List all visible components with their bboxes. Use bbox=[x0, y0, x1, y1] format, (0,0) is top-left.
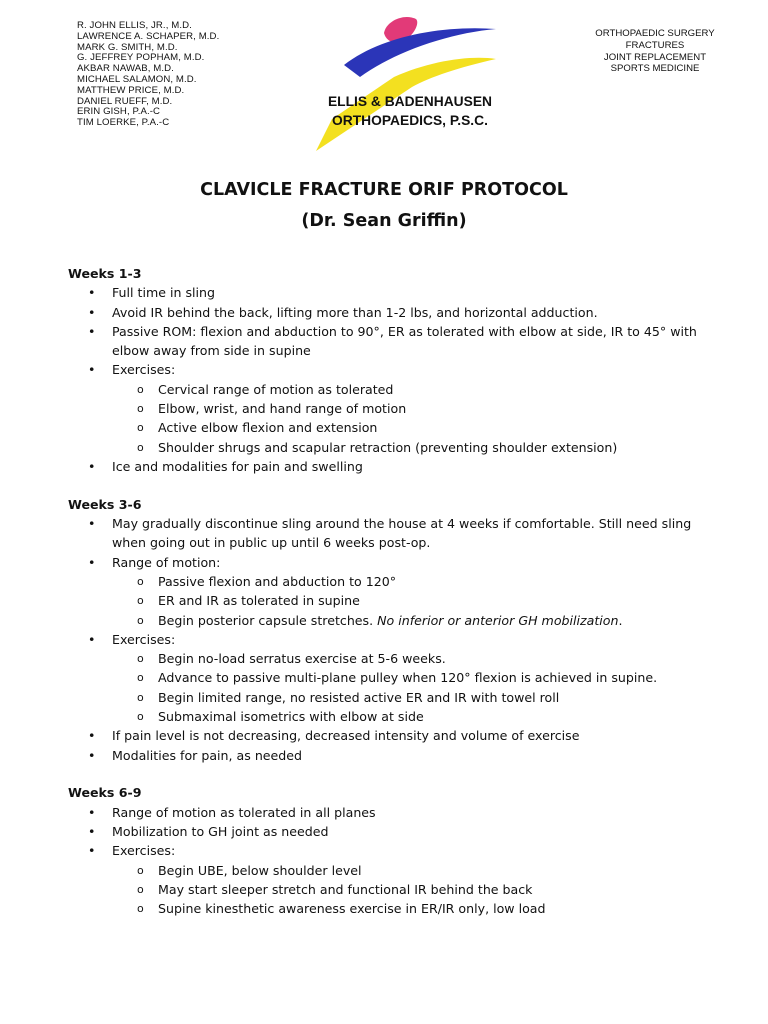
sub-item bbox=[68, 380, 728, 399]
sub-item bbox=[68, 438, 728, 457]
doctor-name: DANIEL RUEFF, M.D. bbox=[77, 95, 173, 107]
sub-item bbox=[68, 399, 728, 418]
bullet-item bbox=[68, 841, 728, 860]
bullet-item bbox=[68, 322, 728, 361]
sub-bullet-marker: o bbox=[137, 710, 144, 724]
sub-bullet-marker: o bbox=[137, 382, 144, 396]
sub-bullet-marker: o bbox=[137, 652, 144, 666]
practice-logo bbox=[300, 15, 500, 155]
bullet-item bbox=[68, 746, 728, 765]
sub-item bbox=[68, 611, 728, 630]
doctor-name: TIM LOERKE, P.A.-C bbox=[77, 117, 170, 129]
sub-bullet-marker: o bbox=[137, 574, 144, 588]
sub-item-text: Begin posterior capsule stretches. bbox=[158, 612, 378, 628]
bullet-marker: • bbox=[88, 804, 96, 820]
bullet-text: Mobilization to GH joint as needed bbox=[112, 824, 329, 840]
sub-item-italic-text: No inferior or anterior GH mobilization bbox=[377, 612, 619, 628]
sub-item bbox=[68, 707, 728, 726]
bullet-text: Avoid IR behind the back, lifting more than 1-2 lbs, and horizontal adduction. bbox=[112, 304, 598, 320]
protocol-content bbox=[68, 264, 728, 919]
bullet-marker: • bbox=[88, 631, 96, 647]
doctor-name: ERIN GISH, P.A.-C bbox=[77, 106, 161, 118]
sub-bullet-marker: o bbox=[137, 902, 144, 916]
sub-bullet-marker: o bbox=[137, 690, 144, 704]
bullet-item bbox=[68, 726, 728, 745]
bullet-item bbox=[68, 630, 728, 649]
bullet-marker: • bbox=[88, 516, 96, 532]
sub-item-text: Passive flexion and abduction to 120° bbox=[158, 573, 397, 589]
sub-item-text: Begin limited range, no resisted active ER and IR with towel roll bbox=[158, 689, 560, 705]
sub-item-text: Elbow, wrist, and hand range of motion bbox=[158, 401, 407, 417]
bullet-text: Exercises: bbox=[112, 843, 176, 859]
doctor-name: G. JEFFREY POPHAM, M.D. bbox=[77, 52, 205, 64]
sub-bullet-marker: o bbox=[137, 863, 144, 877]
sub-item bbox=[68, 688, 728, 707]
sub-bullet-marker: o bbox=[137, 882, 144, 896]
sub-item-text: ER and IR as tolerated in supine bbox=[158, 593, 360, 609]
bullet-marker: • bbox=[88, 554, 96, 570]
bullet-item bbox=[68, 514, 728, 553]
bullet-text: May gradually discontinue sling around the house at 4 weeks if comfortable. Still need sling when going out in public up until 6 weeks post-op. bbox=[112, 516, 692, 551]
bullet-text: If pain level is not decreasing, decreased intensity and volume of exercise bbox=[112, 728, 580, 744]
sub-item bbox=[68, 591, 728, 610]
document-subtitle: (Dr. Sean Griffin) bbox=[301, 211, 467, 231]
bullet-marker: • bbox=[88, 843, 96, 859]
sub-bullet-marker: o bbox=[137, 594, 144, 608]
sub-item bbox=[68, 880, 728, 899]
sub-item bbox=[68, 572, 728, 591]
doctor-name: AKBAR NAWAB, M.D. bbox=[77, 63, 174, 75]
bullet-text: Ice and modalities for pain and swelling bbox=[112, 458, 363, 474]
sub-item-text: May start sleeper stretch and functional IR behind the back bbox=[158, 881, 533, 897]
sub-item-text: Begin no-load serratus exercise at 5-6 weeks. bbox=[158, 651, 446, 667]
bullet-marker: • bbox=[88, 323, 96, 339]
specialties-list bbox=[560, 28, 750, 75]
bullet-text: Passive ROM: flexion and abduction to 90°, ER as tolerated with elbow at side, IR to 45° with elbow away from side in supine bbox=[112, 323, 697, 359]
section-heading: Weeks 6-9 bbox=[68, 785, 142, 801]
specialty: JOINT REPLACEMENT bbox=[603, 51, 707, 63]
sub-item-text: Shoulder shrugs and scapular retraction (preventing shoulder extension) bbox=[158, 439, 618, 455]
sub-item-text: Active elbow flexion and extension bbox=[158, 420, 378, 436]
bullet-item bbox=[68, 553, 728, 572]
sub-item bbox=[68, 899, 728, 918]
sub-item-punctuation: . bbox=[618, 612, 623, 628]
bullet-marker: • bbox=[88, 728, 96, 744]
doctor-name: MICHAEL SALAMON, M.D. bbox=[77, 73, 197, 85]
specialty: FRACTURES bbox=[625, 39, 685, 51]
bullet-text: Full time in sling bbox=[112, 285, 216, 301]
bullet-item bbox=[68, 303, 728, 322]
bullet-text: Exercises: bbox=[112, 362, 176, 378]
firm-name-line-1: ELLIS & BADENHAUSEN bbox=[327, 94, 493, 109]
sub-bullet-marker: o bbox=[137, 440, 144, 454]
sub-item-text: Cervical range of motion as tolerated bbox=[158, 381, 394, 397]
bullet-text: Modalities for pain, as needed bbox=[112, 747, 303, 763]
sub-item-text: Advance to passive multi-plane pulley when 120° flexion is achieved in supine. bbox=[158, 670, 658, 686]
sub-item-text: Submaximal isometrics with elbow at side bbox=[158, 709, 424, 725]
sub-bullet-marker: o bbox=[137, 613, 144, 627]
doctor-name: LAWRENCE A. SCHAPER, M.D. bbox=[77, 30, 220, 42]
bullet-item bbox=[68, 283, 728, 302]
bullet-marker: • bbox=[88, 458, 96, 474]
bullet-marker: • bbox=[88, 304, 96, 320]
bullet-marker: • bbox=[88, 747, 96, 763]
document-title: CLAVICLE FRACTURE ORIF PROTOCOL bbox=[200, 180, 568, 200]
bullet-item bbox=[68, 457, 728, 476]
bullet-item bbox=[68, 803, 728, 822]
sub-item bbox=[68, 668, 728, 687]
specialty: SPORTS MEDICINE bbox=[610, 63, 700, 75]
sub-item bbox=[68, 418, 728, 437]
specialty: ORTHOPAEDIC SURGERY bbox=[595, 28, 715, 39]
bullet-text: Range of motion: bbox=[112, 554, 221, 570]
bullet-marker: • bbox=[88, 824, 96, 840]
doctors-list bbox=[77, 21, 219, 129]
section-heading: Weeks 3-6 bbox=[68, 496, 142, 512]
bullet-text: Range of motion as tolerated in all planes bbox=[112, 804, 376, 820]
bullet-marker: • bbox=[88, 285, 96, 301]
doctor-name: MARK G. SMITH, M.D. bbox=[77, 41, 178, 53]
section-heading: Weeks 1-3 bbox=[68, 266, 142, 281]
firm-name-line-2: ORTHOPAEDICS, P.S.C. bbox=[332, 112, 488, 128]
doctor-name: R. JOHN ELLIS, JR., M.D. bbox=[77, 20, 192, 31]
bullet-marker: • bbox=[88, 362, 96, 378]
bullet-item bbox=[68, 822, 728, 841]
sub-item-text: Begin UBE, below shoulder level bbox=[158, 862, 362, 878]
sub-item bbox=[68, 861, 728, 880]
sub-bullet-marker: o bbox=[137, 402, 144, 416]
doctor-name: MATTHEW PRICE, M.D. bbox=[77, 84, 185, 96]
bullet-text: Exercises: bbox=[112, 631, 176, 647]
bullet-item bbox=[68, 360, 728, 379]
sub-item bbox=[68, 649, 728, 668]
firm-name bbox=[302, 93, 518, 131]
sub-bullet-marker: o bbox=[137, 671, 144, 685]
sub-item-text: Supine kinesthetic awareness exercise in ER/IR only, low load bbox=[158, 901, 546, 917]
sub-bullet-marker: o bbox=[137, 421, 144, 435]
